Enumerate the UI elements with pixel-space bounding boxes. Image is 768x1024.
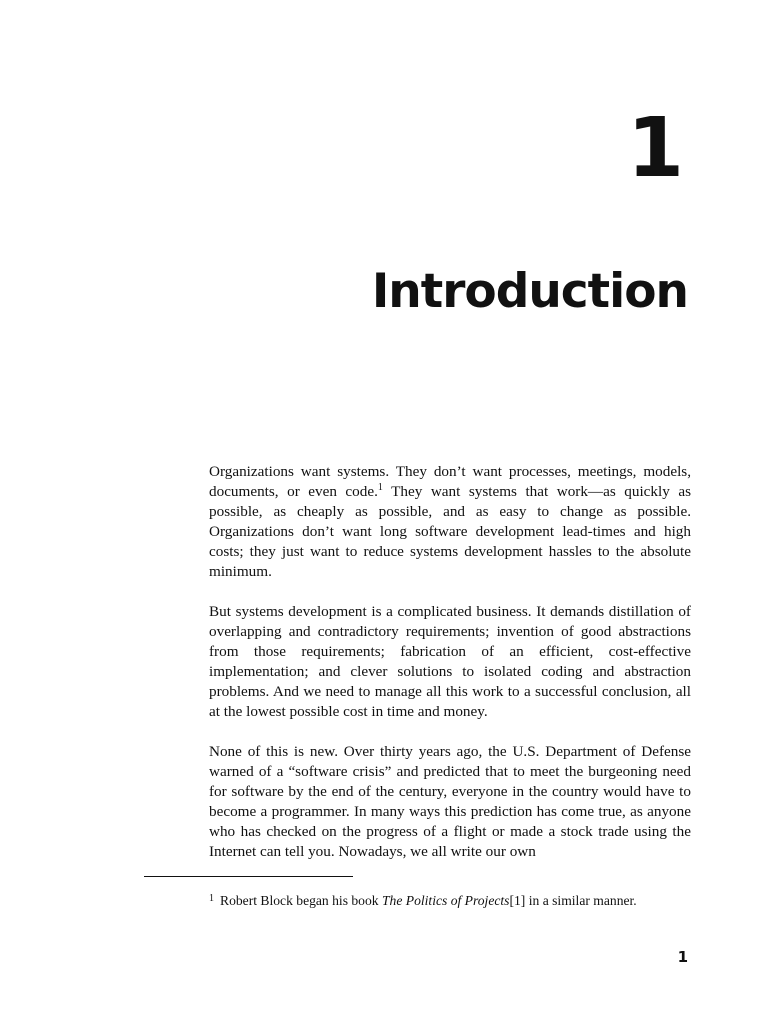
chapter-number: 1 [626, 101, 682, 196]
paragraph-2: But systems development is a complicated business. It demands distillation of overlapping and contradictory requirements; invention of good abstractions from those requirements; fabrication of an efficient, cost-effective implementation; and clever solutions to isolated coding and abstraction problems. And we need to manage all this work to a successful conclusion, all at the lowest possible cost in time and money. [209, 603, 691, 720]
paragraph-3: None of this is new. Over thirty years ago, the U.S. Department of Defense warned of a “software crisis” and predicted that to meet the burgeoning need for software by the end of the century, everyone in the country would have to become a programmer. In many ways this prediction has come true, as anyone who has checked on the progress of a flight or made a stock trade using the Internet can tell you. Nowadays, we all write our own [209, 743, 691, 860]
footnote-reference[interactable]: 1 [377, 482, 383, 493]
footnote-divider [144, 876, 353, 877]
paragraph-1 [209, 462, 691, 582]
body-text [209, 462, 691, 882]
chapter-title: Introduction [371, 264, 688, 319]
page-number: 1 [677, 948, 688, 966]
footnote-text-a: Robert Block began his book [220, 893, 382, 908]
paragraph-1-part-b: They want systems that work—as quickly as possible, as cheaply as possible, and as easy to change as possible. Organizations don’t want long software development lead-times and high costs; they just want to reduce systems development hassles to the absolute minimum. [209, 483, 691, 580]
footnote-text-b: [1] in a similar manner. [509, 893, 637, 908]
footnote-marker: 1 [209, 893, 214, 904]
footnote-book-title: The Politics of Projects [381, 893, 510, 908]
footnote [209, 890, 691, 910]
paragraph-1-part-a: Organizations want systems. They don’t want processes, meetings, models, documents, or even code. [209, 463, 691, 500]
